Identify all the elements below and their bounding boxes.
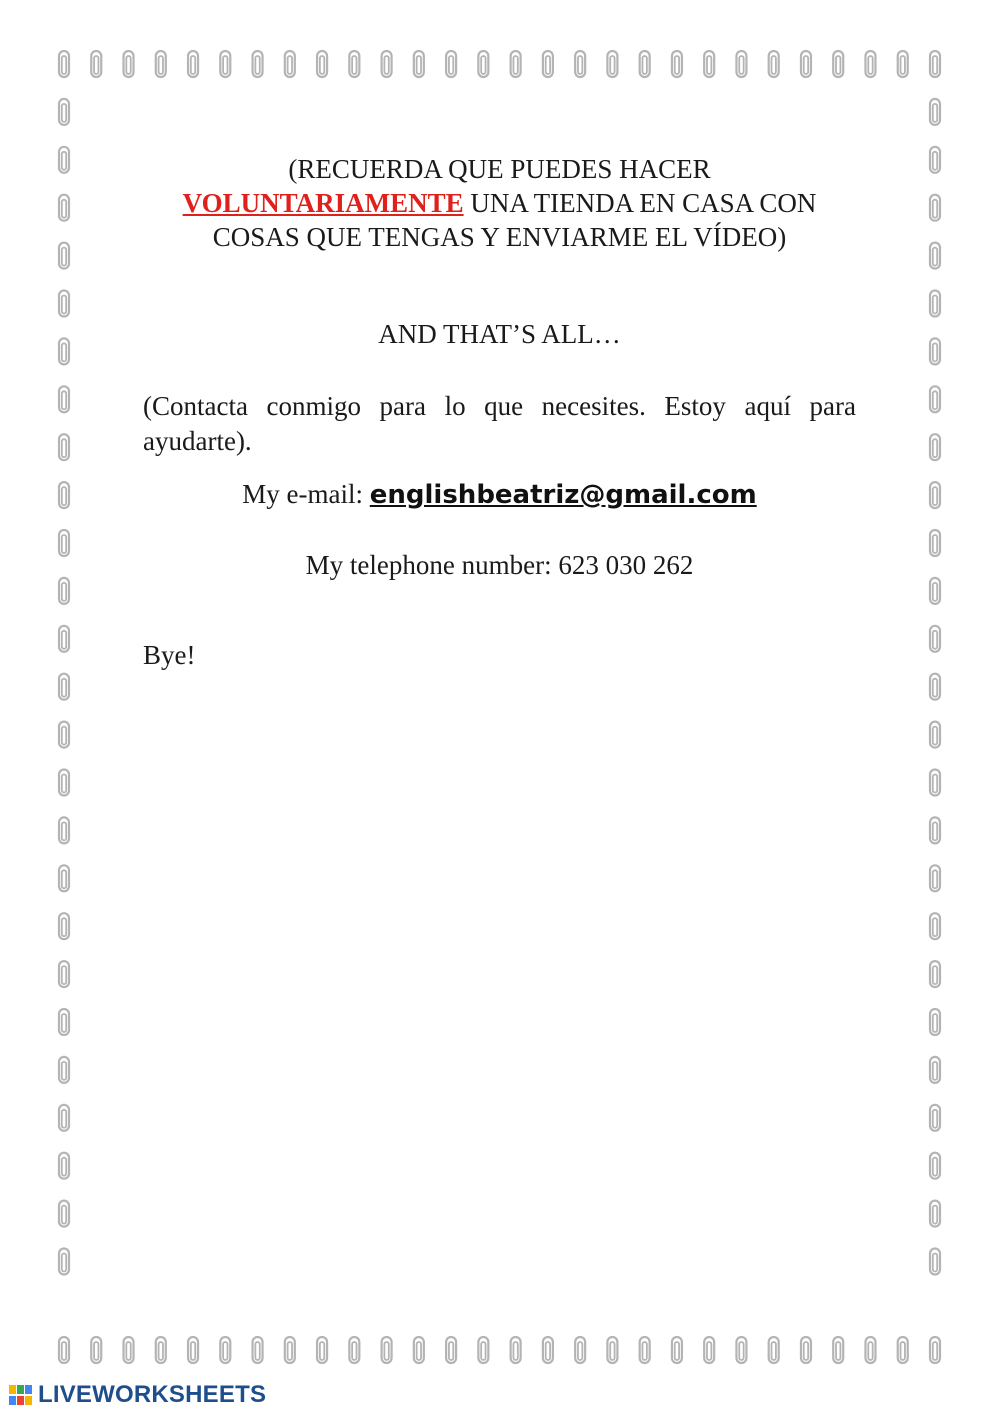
paperclip-icon [317,51,327,77]
paperclip-icon [285,51,295,77]
liveworksheets-logo-icon [8,1383,34,1407]
paperclip-icon [349,51,359,77]
phone-line: My telephone number: 623 030 262 [305,550,694,580]
paperclip-icon [930,1249,940,1275]
paperclip-icon [59,195,69,221]
paperclip-icon [930,961,940,987]
paperclip-icon [59,1105,69,1131]
paperclip-icon [59,865,69,891]
paperclip-icon [704,1337,714,1363]
paperclip-icon [511,1337,521,1363]
paperclip-icon [382,1337,392,1363]
paperclip-icon [124,1337,134,1363]
paperclip-icon [59,1057,69,1083]
paperclip-icon [59,291,69,317]
paperclip-icon [285,1337,295,1363]
paperclip-icon [59,386,69,412]
paperclip-icon [930,817,940,843]
paperclip-icon [930,386,940,412]
voluntary-highlight: VOLUNTARIAMENTE [182,188,464,218]
paperclip-icon [930,674,940,700]
paperclip-icon [640,1337,650,1363]
reminder-line-3: COSAS QUE TENGAS Y ENVIARME EL VÍDEO) [212,222,787,252]
paperclip-icon [59,51,69,77]
paperclip-icon [59,913,69,939]
paperclip-icon [59,434,69,460]
paperclip-icon [865,51,875,77]
paperclip-icon [930,434,940,460]
paperclip-icon [59,1201,69,1227]
paperclip-icon [672,51,682,77]
reminder-line-1: (RECUERDA QUE PUEDES HACER [288,154,711,184]
paperclip-icon [930,99,940,125]
paperclip-icon [898,1337,908,1363]
paperclip-icon [59,578,69,604]
reminder-line-2 [143,186,856,220]
paperclip-icon [156,1337,166,1363]
paperclip-icon [446,1337,456,1363]
paperclip-icon [930,243,940,269]
paperclip-icon [220,51,230,77]
paperclip-icon [59,338,69,364]
paperclip-icon [930,338,940,364]
paperclip-icon [930,530,940,556]
paperclip-icon [930,1337,940,1363]
paperclip-icon [930,626,940,652]
paperclip-icon [59,817,69,843]
paperclip-icon [769,1337,779,1363]
paperclip-icon [414,51,424,77]
paperclip-icon [543,1337,553,1363]
paperclip-icon [188,1337,198,1363]
paperclip-icon [865,1337,875,1363]
paperclip-icon [736,51,746,77]
paperclip-icon [59,243,69,269]
paperclip-icon [253,51,263,77]
paperclip-icon [478,51,488,77]
reminder-line-2-rest: UNA TIENDA EN CASA CON [463,188,817,218]
liveworksheets-logo-text: LIVEWORKSHEETS [38,1381,267,1408]
paperclip-icon [930,1009,940,1035]
paperclip-icon [59,722,69,748]
email-line [143,479,856,510]
paperclip-icon [833,1337,843,1363]
paperclip-icon [930,865,940,891]
paperclip-icon [59,961,69,987]
paperclip-icon [220,1337,230,1363]
paperclip-icon [736,1337,746,1363]
paperclip-icon [930,291,940,317]
paperclip-icon [59,530,69,556]
paperclip-icon [59,626,69,652]
contact-note: (Contacta conmigo para lo que necesites. Estoy aquí para ayudarte). [143,391,856,456]
paperclip-icon [91,1337,101,1363]
liveworksheets-logo [8,1382,266,1408]
paperclip-icon [382,51,392,77]
paperclip-icon [769,51,779,77]
paperclip-icon [672,1337,682,1363]
paperclip-icon [59,1249,69,1275]
paperclip-icon [930,913,940,939]
paperclip-icon [930,578,940,604]
paperclip-icon [704,51,714,77]
paperclip-icon [930,1057,940,1083]
paperclip-icon [801,1337,811,1363]
paperclip-icon [349,1337,359,1363]
paperclip-icon [930,195,940,221]
paperclip-icon [253,1337,263,1363]
paperclip-icon [59,1009,69,1035]
reminder-note [143,152,856,254]
paperclip-icon [930,1105,940,1131]
paperclip-icon [59,482,69,508]
paperclip-icon [930,482,940,508]
paperclip-icon [156,51,166,77]
paperclip-icon [188,51,198,77]
paperclip-icon [833,51,843,77]
paperclip-icon [930,770,940,796]
paperclip-icon [607,51,617,77]
paperclip-icon [124,51,134,77]
paperclip-icon [317,1337,327,1363]
paperclip-icon [446,51,456,77]
paperclip-icon [930,147,940,173]
paperclip-icon [607,1337,617,1363]
paperclip-icon [930,1153,940,1179]
paperclip-icon [414,1337,424,1363]
paperclip-icon [543,51,553,77]
paperclip-icon [930,1201,940,1227]
email-link[interactable]: englishbeatriz@gmail.com [369,480,757,510]
paperclip-icon [59,99,69,125]
paperclip-icon [930,51,940,77]
paperclip-icon [898,51,908,77]
paperclip-icon [511,51,521,77]
paperclip-icon [801,51,811,77]
paperclip-icon [91,51,101,77]
closing-heading: AND THAT’S ALL… [378,319,621,349]
paperclip-icon [930,722,940,748]
paperclip-icon [59,770,69,796]
email-label: My e-mail: [242,479,370,509]
paperclip-icon [59,674,69,700]
paperclip-icon [59,147,69,173]
paperclip-icon [59,1153,69,1179]
paperclip-icon [478,1337,488,1363]
paperclip-icon [575,51,585,77]
paperclip-icon [575,1337,585,1363]
bye-text: Bye! [143,640,196,670]
paperclip-icon [59,1337,69,1363]
paperclip-icon [640,51,650,77]
